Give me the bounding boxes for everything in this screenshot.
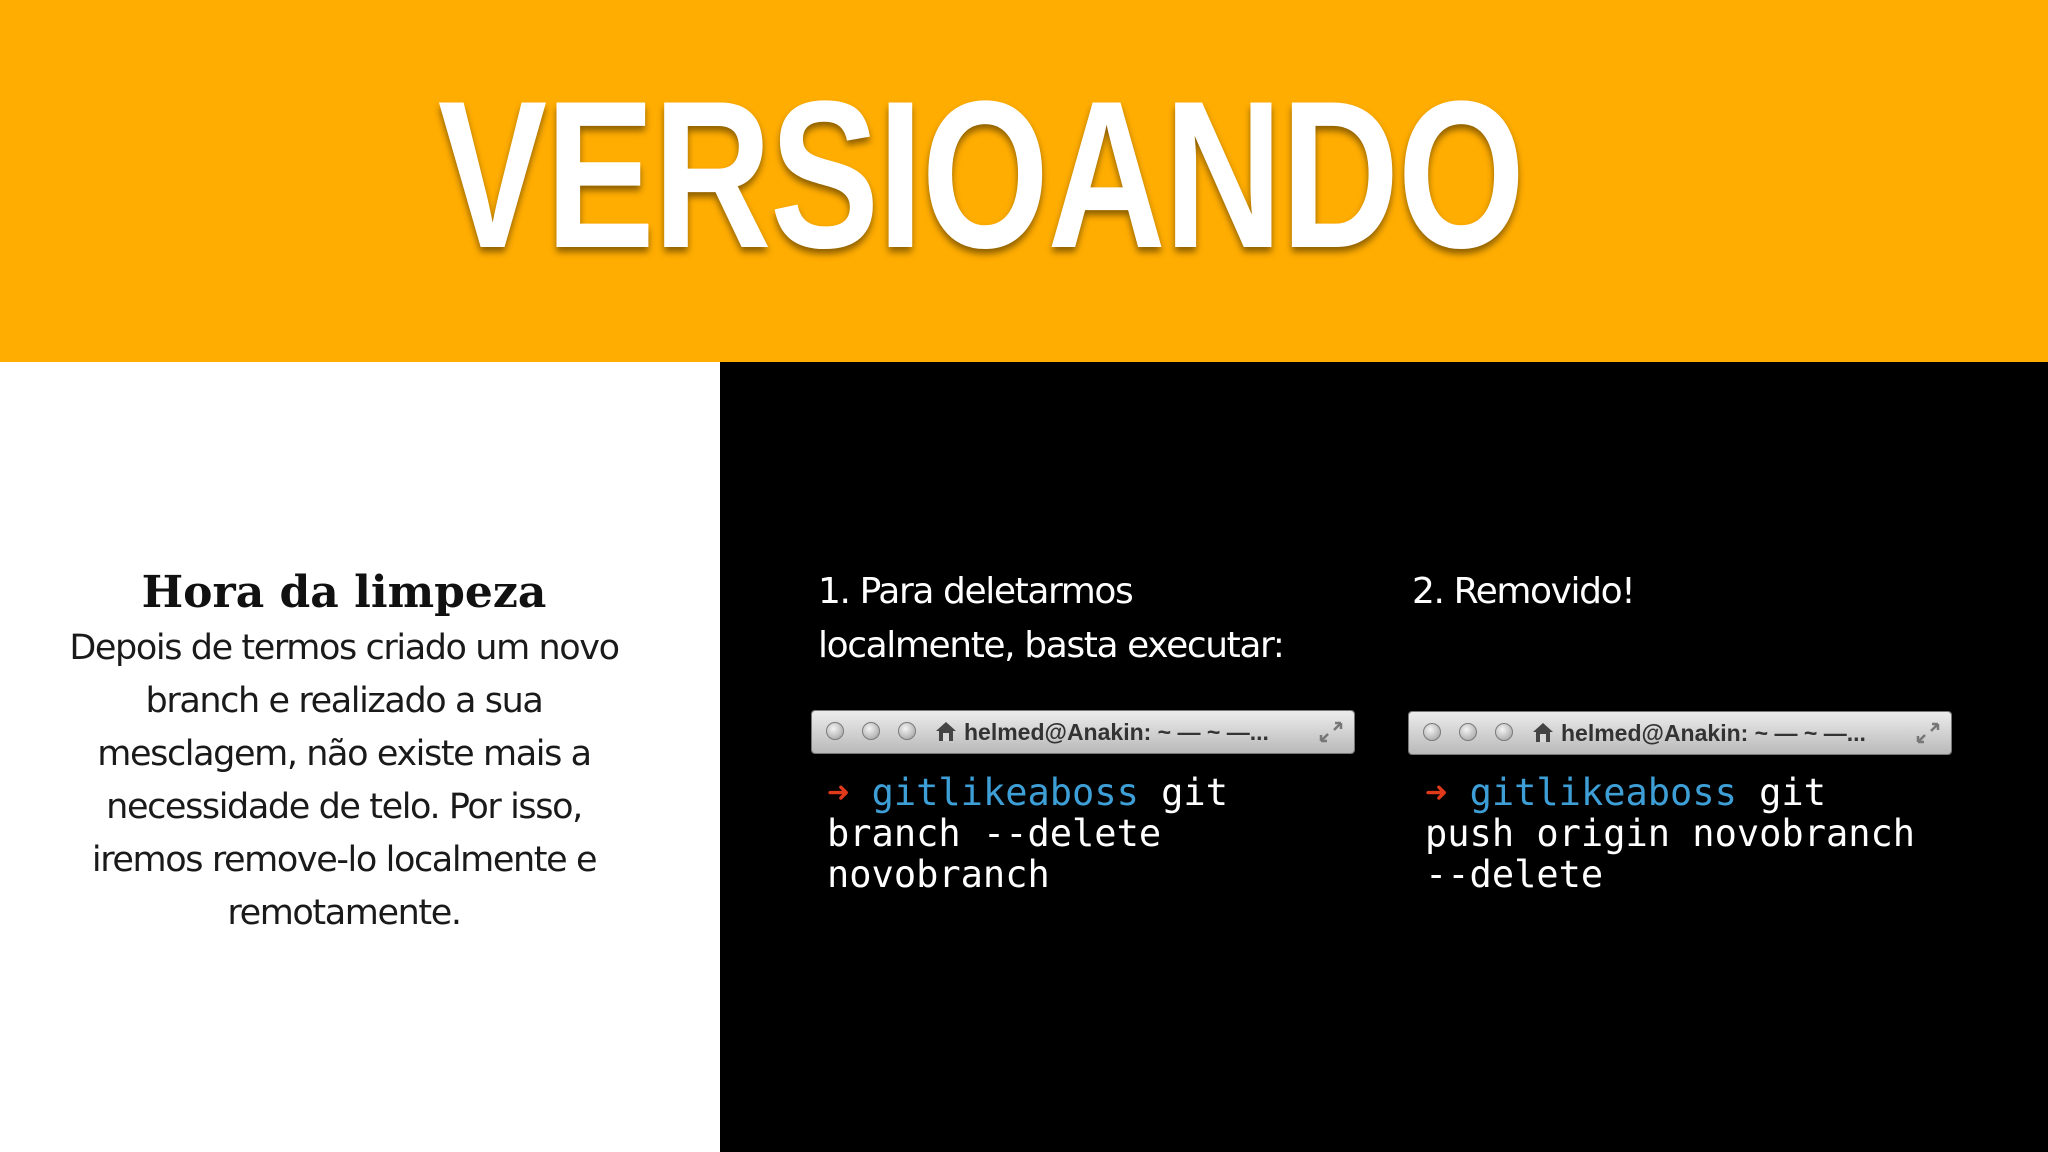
slide-title: VERSIOANDO [437,57,1524,292]
terminal-titlebar-1 [812,711,1354,753]
close-light-icon [1423,723,1441,741]
terminal-title-2: helmed@Anakin: ~ — ~ —... [1561,720,1866,746]
left-panel [0,362,720,1152]
zoom-light-icon [898,722,916,740]
resize-icon [1915,721,1941,745]
title-banner [0,0,2048,362]
resize-icon [1318,720,1344,744]
terminal-title-1: helmed@Anakin: ~ — ~ —... [964,719,1269,745]
close-light-icon [826,722,844,740]
step-1-title: 1. Para deletarmos localmente, basta executar: [818,571,1284,666]
command-block-2 [1425,771,1938,896]
terminal-titlebar-2 [1409,712,1951,754]
minimize-light-icon [1459,723,1477,741]
home-icon [934,720,958,742]
prompt-arrow-icon: ➜ [1425,771,1448,814]
prompt-directory: gitlikeaboss [871,771,1139,814]
home-icon [1531,721,1555,743]
minimize-light-icon [862,722,880,740]
step-2-title: 2. Removido! [1412,571,1635,612]
command-text: git branch --delete novobranch [827,771,1251,896]
prompt-arrow-icon: ➜ [827,771,850,814]
prompt-directory: gitlikeaboss [1469,771,1737,814]
section-heading: Hora da limpeza [141,567,547,618]
right-panel [720,362,2048,1152]
section-description: Depois de termos criado um novo branch e realizado a sua mesclagem, não existe mais a necessidade de telo. Por isso, iremos remove-lo localmente e remotamente. [69,628,619,933]
command-block-1 [827,772,1327,895]
command-text: git push origin novobranch --delete [1425,771,1938,896]
zoom-light-icon [1495,723,1513,741]
